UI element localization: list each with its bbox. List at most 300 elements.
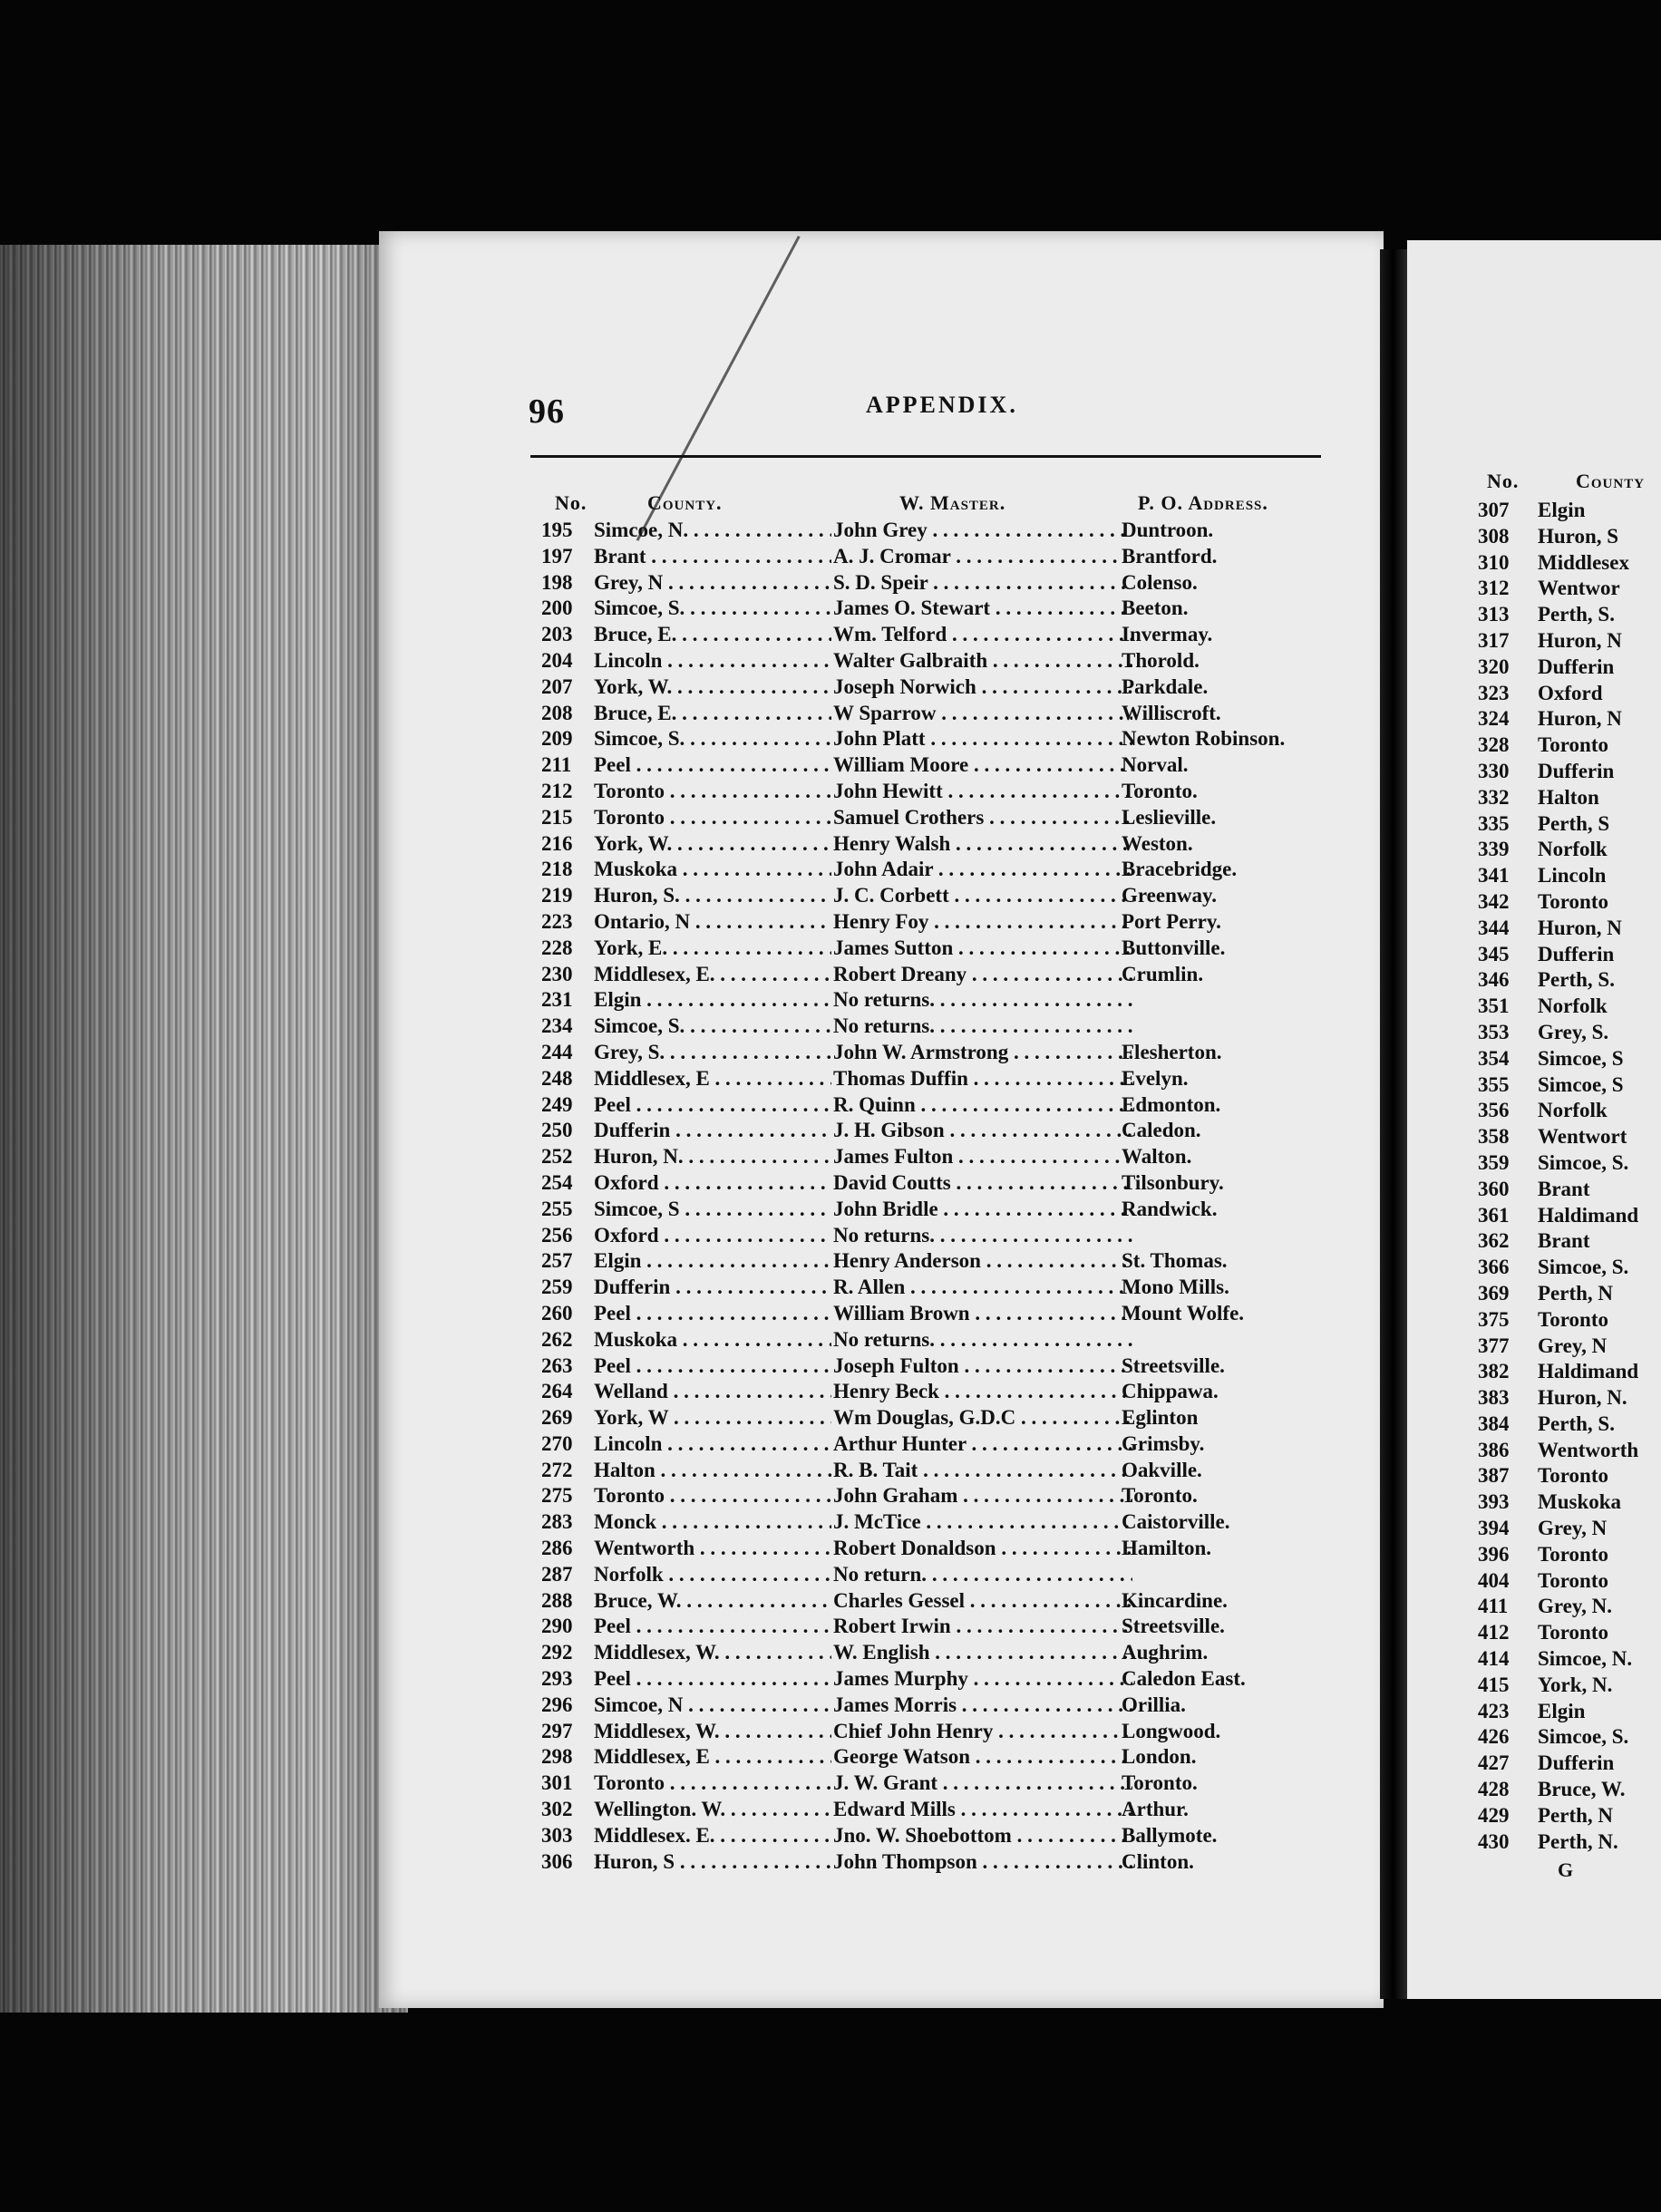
address-cell: Walton. (1122, 1145, 1192, 1169)
table-row (541, 910, 1321, 936)
table-row (541, 1119, 1321, 1145)
address-cell: Eglinton (1122, 1406, 1199, 1430)
right-table-row (1478, 1151, 1661, 1178)
county-cell: Grey, S. . . . (594, 1041, 831, 1064)
address-cell: Flesherton. (1122, 1040, 1222, 1063)
address-cell: Tilsonbury. (1122, 1170, 1224, 1194)
county-cell: Middlesex, W. . . . (594, 1641, 831, 1664)
county-cell: Dufferin . . . (594, 1276, 831, 1299)
table-row (541, 1302, 1321, 1328)
county-cell: Lincoln . . . (594, 1432, 831, 1456)
county-cell: Lincoln (1538, 864, 1607, 888)
address-cell: Streetsville. (1122, 1615, 1225, 1638)
county-cell: Perth, N (1538, 1281, 1614, 1305)
county-cell: Wentwor (1538, 577, 1620, 600)
county-cell: Toronto (1538, 733, 1608, 757)
book-gutter (1380, 249, 1407, 1999)
lodge-number: 358 (1478, 1125, 1510, 1149)
lodge-number: 275 (541, 1484, 573, 1508)
table-row (541, 1041, 1321, 1067)
address-cell: Aughrim. (1122, 1641, 1209, 1664)
master-cell: John W. Armstrong . . . (833, 1041, 1132, 1064)
right-table-row (1478, 499, 1661, 525)
lodge-number: 208 (541, 701, 573, 724)
address-cell: Brantford. (1122, 544, 1218, 568)
county-cell: Norfolk . . . (594, 1563, 831, 1586)
lodge-number: 296 (541, 1693, 573, 1716)
lodge-number: 394 (1478, 1517, 1510, 1540)
county-cell: Brant (1538, 1177, 1590, 1200)
county-cell: Grey, S. (1538, 1020, 1609, 1043)
address-cell: Toronto. (1122, 1484, 1198, 1508)
lodge-number: 356 (1478, 1099, 1510, 1122)
county-cell: Toronto (1538, 889, 1608, 913)
lodge-number: 351 (1478, 994, 1510, 1018)
lodge-number: 310 (1478, 550, 1510, 574)
address-cell: Thorold. (1122, 648, 1200, 672)
county-cell: Wentwort (1538, 1125, 1627, 1149)
right-table-row (1478, 1517, 1661, 1543)
county-cell: Grey, N. (1538, 1595, 1612, 1618)
table-row (541, 1249, 1321, 1276)
right-table-row (1478, 1464, 1661, 1490)
lodge-number: 259 (541, 1276, 573, 1299)
county-cell: Simcoe, S . . . (594, 1198, 831, 1221)
right-table-row (1478, 1125, 1661, 1151)
county-cell: Simcoe, N . . . (594, 1693, 831, 1717)
lodge-number: 342 (1478, 889, 1510, 913)
table-row (541, 936, 1321, 963)
right-table-row (1478, 1804, 1661, 1830)
lodge-number: 426 (1478, 1725, 1510, 1749)
lodge-number: 249 (541, 1092, 573, 1116)
county-cell: Peel . . . (594, 1093, 831, 1117)
lodge-number: 231 (541, 988, 573, 1012)
lodge-number: 354 (1478, 1046, 1510, 1070)
county-cell: Dufferin (1538, 759, 1615, 782)
table-row (541, 1198, 1321, 1224)
address-cell: Port Perry. (1122, 909, 1221, 933)
table-row (541, 1014, 1321, 1041)
master-cell: J. McTice . . . (833, 1510, 1132, 1534)
lodge-number: 361 (1478, 1203, 1510, 1227)
county-cell: Muskoka (1538, 1490, 1622, 1514)
address-cell: Crumlin. (1122, 962, 1204, 985)
lodge-table (541, 519, 1321, 1876)
book-page-edges (0, 245, 408, 2013)
right-table-row (1478, 1751, 1661, 1778)
right-table-row (1478, 760, 1661, 786)
table-row (541, 1667, 1321, 1693)
county-cell: Huron, N. (1538, 1386, 1627, 1410)
address-cell: St. Thomas. (1122, 1249, 1228, 1273)
county-cell: Simcoe, S. . . . (594, 597, 831, 620)
master-cell: R. Quinn . . . (833, 1093, 1132, 1117)
lodge-number: 270 (541, 1431, 573, 1455)
master-cell: John Platt . . . (833, 727, 1132, 751)
master-cell: Henry Anderson . . . (833, 1249, 1132, 1273)
county-cell: Haldimand (1538, 1360, 1639, 1383)
table-row (541, 571, 1321, 597)
master-cell: No return. . . . (833, 1563, 1132, 1586)
county-cell: Simcoe, S (1538, 1072, 1624, 1096)
table-row (541, 806, 1321, 832)
right-table-row (1478, 968, 1661, 994)
right-table-row (1478, 1360, 1661, 1386)
lodge-number: 369 (1478, 1281, 1510, 1305)
right-table-row (1478, 1621, 1661, 1647)
column-header-county: County. (647, 491, 723, 514)
master-cell: No returns. . . . (833, 988, 1132, 1012)
lodge-number: 197 (541, 544, 573, 568)
county-cell: Middlesex (1538, 550, 1629, 574)
county-cell: Simcoe, S (1538, 1046, 1624, 1070)
address-cell: Leslieville. (1122, 805, 1217, 829)
county-cell: Lincoln . . . (594, 649, 831, 673)
table-row (541, 1720, 1321, 1746)
master-cell: Joseph Fulton . . . (833, 1354, 1132, 1378)
table-row (541, 649, 1321, 675)
county-cell: Peel . . . (594, 1667, 831, 1691)
lodge-number: 272 (541, 1458, 573, 1481)
address-cell: Orillia. (1122, 1693, 1186, 1716)
lodge-number: 427 (1478, 1751, 1510, 1775)
master-cell: John Grey . . . (833, 519, 1132, 542)
county-cell: Dufferin (1538, 655, 1615, 678)
right-table-row (1478, 1595, 1661, 1621)
county-cell: Huron, N (1538, 916, 1622, 939)
county-cell: Monck . . . (594, 1510, 831, 1534)
lodge-number: 344 (1478, 916, 1510, 939)
master-cell: William Moore . . . (833, 753, 1132, 777)
address-cell: Weston. (1122, 831, 1193, 855)
county-cell: Perth, S. (1538, 603, 1615, 626)
table-row (541, 1745, 1321, 1771)
lodge-number: 320 (1478, 655, 1510, 678)
lodge-number: 313 (1478, 603, 1510, 626)
county-cell: Haldimand (1538, 1203, 1639, 1227)
right-column-header-county: County (1576, 470, 1646, 492)
lodge-number: 207 (541, 674, 573, 698)
table-row (541, 1824, 1321, 1850)
lodge-number: 383 (1478, 1386, 1510, 1410)
lodge-number: 375 (1478, 1307, 1510, 1331)
address-cell: Caistorville. (1122, 1510, 1230, 1534)
county-cell: Bruce, E. . . . (594, 623, 831, 646)
table-row (541, 1798, 1321, 1824)
table-row (541, 1406, 1321, 1432)
master-cell: Henry Beck . . . (833, 1380, 1132, 1403)
county-cell: Norfolk (1538, 994, 1608, 1018)
lodge-number: 288 (541, 1588, 573, 1612)
table-row (541, 1771, 1321, 1798)
address-cell: Bracebridge. (1122, 858, 1238, 881)
lodge-number: 195 (541, 519, 573, 541)
table-row (541, 623, 1321, 649)
lodge-number: 204 (541, 648, 573, 672)
lodge-number: 301 (541, 1771, 573, 1795)
master-cell: A. J. Cromar . . . (833, 545, 1132, 568)
county-cell: Brant . . . (594, 545, 831, 568)
master-cell: George Watson . . . (833, 1745, 1132, 1769)
lodge-number: 297 (541, 1719, 573, 1742)
table-row (541, 727, 1321, 753)
county-cell: Dufferin (1538, 1751, 1615, 1775)
lodge-number: 428 (1478, 1778, 1510, 1801)
right-table-row (1478, 1778, 1661, 1804)
county-cell: Perth, S. (1538, 1412, 1615, 1435)
header-rule (530, 455, 1321, 458)
right-table-row (1478, 655, 1661, 682)
address-cell: Parkdale. (1122, 674, 1209, 698)
county-cell: Huron, S . . . (594, 1850, 831, 1874)
master-cell: Wm Douglas, G.D.C . . . (833, 1406, 1132, 1430)
master-cell: Robert Donaldson . . . (833, 1537, 1132, 1560)
table-row (541, 1563, 1321, 1589)
lodge-number: 216 (541, 831, 573, 855)
master-cell: John Graham . . . (833, 1484, 1132, 1508)
address-cell: Edmonton. (1122, 1092, 1221, 1116)
right-table-row (1478, 629, 1661, 655)
master-cell: John Thompson . . . (833, 1850, 1132, 1874)
lodge-number: 283 (541, 1510, 573, 1534)
county-cell: Oxford (1538, 681, 1603, 704)
county-cell: Simcoe, S. . . . (594, 1014, 831, 1038)
right-table-row (1478, 577, 1661, 603)
lodge-number: 335 (1478, 811, 1510, 835)
county-cell: Simcoe, S. (1538, 1725, 1629, 1749)
master-cell: Robert Dreany . . . (833, 963, 1132, 986)
lodge-number: 412 (1478, 1621, 1510, 1644)
lodge-number: 339 (1478, 838, 1510, 861)
lodge-number: 212 (541, 779, 573, 802)
master-cell: James Sutton . . . (833, 936, 1132, 960)
county-cell: Halton (1538, 785, 1599, 809)
right-table-row (1478, 1569, 1661, 1596)
lodge-number: 219 (541, 884, 573, 907)
lodge-number: 377 (1478, 1334, 1510, 1357)
right-table-row (1478, 1229, 1661, 1256)
lodge-number: 250 (541, 1119, 573, 1142)
table-row (541, 1380, 1321, 1406)
master-cell: Henry Foy . . . (833, 910, 1132, 934)
right-table-row (1478, 890, 1661, 917)
lodge-number: 257 (541, 1249, 573, 1273)
county-cell: Huron, S (1538, 524, 1619, 548)
county-cell: Huron, N (1538, 628, 1622, 652)
address-cell: Hamilton. (1122, 1537, 1212, 1560)
right-table-row (1478, 1725, 1661, 1751)
lodge-number: 396 (1478, 1542, 1510, 1566)
master-cell: W. English . . . (833, 1641, 1132, 1664)
address-cell: Randwick. (1122, 1197, 1218, 1220)
lodge-number: 263 (541, 1353, 573, 1377)
table-row (541, 1093, 1321, 1120)
lodge-number: 286 (541, 1537, 573, 1560)
master-cell: Henry Walsh . . . (833, 832, 1132, 856)
right-table-row (1478, 1439, 1661, 1465)
county-cell: Huron, S. . . . (594, 884, 831, 907)
table-row (541, 1171, 1321, 1198)
right-table-row (1478, 1490, 1661, 1517)
master-cell: William Brown . . . (833, 1302, 1132, 1325)
lodge-number: 228 (541, 936, 573, 959)
address-cell: Newton Robinson. (1122, 727, 1286, 751)
table-row (541, 675, 1321, 702)
county-cell: Welland . . . (594, 1380, 831, 1403)
master-cell: John Adair . . . (833, 858, 1132, 881)
county-cell: York, E. . . . (594, 936, 831, 960)
lodge-number: 290 (541, 1615, 573, 1638)
county-cell: Grey, N . . . (594, 571, 831, 595)
lodge-number: 248 (541, 1066, 573, 1090)
lodge-number: 411 (1478, 1595, 1509, 1618)
county-cell: Toronto (1538, 1568, 1608, 1592)
county-cell: York, W. . . . (594, 675, 831, 699)
right-table-row (1478, 1021, 1661, 1047)
county-cell: Simcoe, S. . . . (594, 727, 831, 751)
county-cell: Peel . . . (594, 1302, 831, 1325)
county-cell: Norfolk (1538, 1099, 1608, 1122)
table-row (541, 1432, 1321, 1459)
lodge-number: 252 (541, 1145, 573, 1169)
county-cell: Wentworth . . . (594, 1537, 831, 1560)
lodge-number: 359 (1478, 1150, 1510, 1174)
county-cell: Grey, N (1538, 1334, 1608, 1357)
table-row (541, 597, 1321, 623)
page-number: 96 (529, 393, 565, 431)
table-row (541, 702, 1321, 728)
table-row (541, 1459, 1321, 1485)
table-row (541, 519, 1321, 545)
master-cell: Jno. W. Shoebottom . . . (833, 1824, 1132, 1848)
right-table-row (1478, 1047, 1661, 1073)
county-cell: Halton . . . (594, 1459, 831, 1482)
county-cell: Toronto . . . (594, 780, 831, 803)
master-cell: Arthur Hunter . . . (833, 1432, 1132, 1456)
master-cell: J. W. Grant . . . (833, 1771, 1132, 1795)
master-cell: W Sparrow . . . (833, 702, 1132, 725)
county-cell: Elgin (1538, 1699, 1586, 1722)
lodge-number: 423 (1478, 1699, 1510, 1722)
county-cell: Peel . . . (594, 753, 831, 777)
lodge-number: 211 (541, 753, 572, 777)
address-cell: Mount Wolfe. (1122, 1301, 1245, 1324)
master-cell: R. Allen . . . (833, 1276, 1132, 1299)
lodge-number: 404 (1478, 1568, 1510, 1592)
county-cell: Middlesex, E . . . (594, 1745, 831, 1769)
county-cell: Huron, N. . . . (594, 1145, 831, 1169)
lodge-number: 346 (1478, 968, 1510, 992)
lodge-number: 306 (541, 1849, 573, 1873)
county-cell: York, W. . . . (594, 832, 831, 856)
right-table-row (1478, 1204, 1661, 1230)
county-cell: York, N. (1538, 1673, 1613, 1696)
address-cell: Evelyn. (1122, 1066, 1189, 1090)
table-row (541, 963, 1321, 989)
master-cell: No returns. . . . (833, 1014, 1132, 1038)
master-cell: Edward Mills . . . (833, 1798, 1132, 1821)
right-table-row (1478, 525, 1661, 551)
lodge-number: 255 (541, 1197, 573, 1220)
county-cell: Bruce, W. (1538, 1778, 1626, 1801)
lodge-number: 218 (541, 858, 573, 881)
lodge-number: 360 (1478, 1177, 1510, 1200)
table-row (541, 858, 1321, 884)
master-cell: Thomas Duffin . . . (833, 1067, 1132, 1091)
right-table-row (1478, 1308, 1661, 1334)
lodge-number: 244 (541, 1040, 573, 1063)
right-table-row (1478, 838, 1661, 864)
lodge-number: 215 (541, 805, 573, 829)
lodge-number: 429 (1478, 1803, 1510, 1827)
right-table-row (1478, 733, 1661, 760)
lodge-number: 287 (541, 1562, 573, 1586)
master-cell: John Bridle . . . (833, 1198, 1132, 1221)
master-cell: J. C. Corbett . . . (833, 884, 1132, 907)
right-lodge-table (1478, 499, 1661, 1856)
county-cell: Toronto (1538, 1542, 1608, 1566)
county-cell: Simcoe, N. . . . (594, 519, 831, 542)
address-cell: Grimsby. (1122, 1431, 1205, 1455)
master-cell: Walter Galbraith . . . (833, 649, 1132, 673)
right-table-row (1478, 1543, 1661, 1569)
county-cell: Elgin . . . (594, 988, 831, 1012)
table-row (541, 1224, 1321, 1250)
table-row (541, 1328, 1321, 1354)
address-cell: Caledon East. (1122, 1667, 1246, 1691)
right-table-row (1478, 1073, 1661, 1100)
lodge-number: 430 (1478, 1829, 1510, 1853)
county-cell: Toronto (1538, 1621, 1608, 1644)
address-cell: Toronto. (1122, 779, 1198, 802)
table-row (541, 832, 1321, 859)
county-cell: Toronto (1538, 1307, 1608, 1331)
lodge-number: 293 (541, 1667, 573, 1691)
lodge-number: 324 (1478, 707, 1510, 731)
county-cell: Perth, S. (1538, 968, 1615, 992)
address-cell: Duntroon. (1122, 519, 1214, 541)
address-cell: Norval. (1122, 753, 1189, 777)
county-cell: Bruce, W. . . . (594, 1589, 831, 1613)
master-cell: R. B. Tait . . . (833, 1459, 1132, 1482)
master-cell: James Murphy . . . (833, 1667, 1132, 1691)
address-cell: Longwood. (1122, 1719, 1221, 1742)
table-row (541, 1537, 1321, 1563)
lodge-number: 317 (1478, 628, 1510, 652)
county-cell: Elgin . . . (594, 1249, 831, 1273)
right-table-row (1478, 1282, 1661, 1308)
table-row (541, 1589, 1321, 1615)
table-row (541, 1354, 1321, 1381)
lodge-number: 362 (1478, 1229, 1510, 1253)
master-cell: S. D. Speir . . . (833, 571, 1132, 595)
lodge-number: 393 (1478, 1490, 1510, 1514)
lodge-number: 415 (1478, 1673, 1510, 1696)
lodge-number: 387 (1478, 1464, 1510, 1488)
lodge-number: 198 (541, 570, 573, 594)
master-cell: James Fulton . . . (833, 1145, 1132, 1169)
lodge-number: 386 (1478, 1438, 1510, 1461)
table-row (541, 780, 1321, 806)
county-cell: Oxford . . . (594, 1171, 831, 1195)
table-row (541, 753, 1321, 780)
table-row (541, 884, 1321, 910)
master-cell: J. H. Gibson . . . (833, 1119, 1132, 1142)
county-cell: Toronto . . . (594, 1771, 831, 1795)
address-cell: Caledon. (1122, 1119, 1201, 1142)
lodge-number: 323 (1478, 681, 1510, 704)
